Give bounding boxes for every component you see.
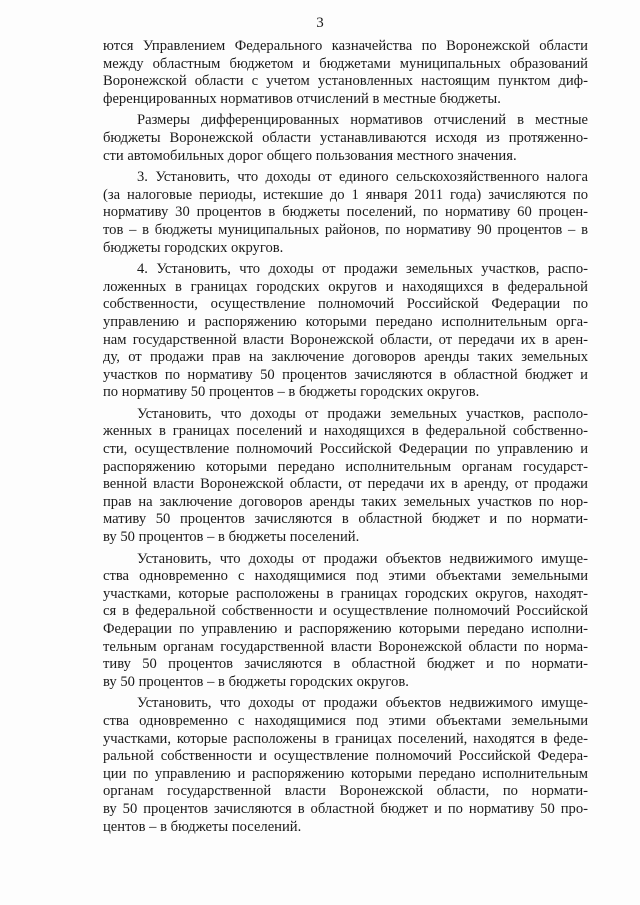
text-line: ложенных в границах городских округов и находящихся в федеральной xyxy=(103,278,588,295)
text-line: мативу 50 процентов зачисляются в областной бюджет и по нормати- xyxy=(103,511,588,528)
text-line: 3. Установить, что доходы от единого сельскохозяйственного налога xyxy=(137,169,588,186)
text-line: (за налоговые периоды, истекшие до 1 января 2011 года) зачисляются по xyxy=(103,186,588,203)
text-line: участками, которые расположены в границах городских округов, находят- xyxy=(103,585,588,602)
text-line: ву 50 процентов – в бюджеты поселений. xyxy=(103,529,360,546)
text-line: собственности, осуществление полномочий Российской Федерации по xyxy=(103,296,588,313)
text-line: ву 50 процентов – в бюджеты городских округов. xyxy=(103,673,409,690)
text-line: бюджеты Воронежской области устанавливаются исходя из протяженно- xyxy=(103,129,588,146)
text-line: тов – в бюджеты муниципальных районов, по нормативу 90 процентов – в xyxy=(103,221,588,238)
text-line: бюджеты городских округов. xyxy=(103,239,284,256)
paragraph-realty-city-districts xyxy=(103,551,588,692)
text-line: сти автомобильных дорог общего пользования местного значения. xyxy=(103,147,517,164)
text-line: распоряжению которыми передано исполнительным органам государст- xyxy=(103,458,588,475)
text-line: Федерации по управлению и распоряжению которыми передано исполни- xyxy=(103,621,588,637)
paragraph-item-4 xyxy=(103,261,588,402)
text-line: управлению и распоряжению которыми передано исполнительным орга- xyxy=(103,313,588,330)
text-line: Воронежской области с учетом установленных настоящим пунктом диф- xyxy=(103,73,588,90)
text-line: органам государственной власти Воронежской области, по нормати- xyxy=(103,783,588,800)
text-line: по нормативу 50 процентов – в бюджеты городских округов. xyxy=(103,384,480,401)
text-line: нормативу 30 процентов в бюджеты поселений, по нормативу 60 процен- xyxy=(103,204,588,221)
text-line: ства одновременно с находящимися под этими объектами земельными xyxy=(103,712,588,729)
document-body xyxy=(103,38,588,836)
paragraph-item-3 xyxy=(103,169,588,257)
text-line: ства одновременно с находящимися под этими объектами земельными xyxy=(103,568,588,585)
paragraph-land-settlements xyxy=(103,406,588,547)
text-line: Установить, что доходы от продажи объектов недвижимого имуще- xyxy=(137,550,588,567)
text-line: между областным бюджетом и бюджетами муниципальных образований xyxy=(103,55,588,72)
text-line: нам государственной власти Воронежской области, от передачи их в арен- xyxy=(103,331,588,348)
text-line: женных в границах поселений и находящихся в федеральной собственно- xyxy=(103,423,588,440)
text-line: Установить, что доходы от продажи земельных участков, располо- xyxy=(137,405,588,422)
text-line: прав на заключение договоров аренды таких земельных участков по нор- xyxy=(103,493,588,510)
text-line: участков по нормативу 50 процентов зачисляются в областной бюджет и xyxy=(103,366,588,383)
text-line: ду, от продажи прав на заключение договоров аренды таких земельных xyxy=(103,349,588,366)
text-line: тельным органам государственной власти Воронежской области по норма- xyxy=(103,638,588,655)
text-line: 4. Установить, что доходы от продажи земельных участков, распо- xyxy=(137,261,588,278)
page-number: 3 xyxy=(316,15,324,31)
paragraph-realty-settlements xyxy=(103,695,588,836)
text-line: участками, которые расположены в границах поселений, находятся в феде- xyxy=(103,730,588,747)
text-line: центов – в бюджеты поселений. xyxy=(103,818,302,835)
text-line: Размеры дифференцированных нормативов отчислений в местные xyxy=(137,112,588,129)
text-line: венной власти Воронежской области, от передачи их в аренду, от продажи xyxy=(103,476,588,493)
text-line: ции по управлению и распоряжению которыми передано исполнительным xyxy=(103,765,588,782)
paragraph-continuation xyxy=(103,38,588,108)
text-line: ву 50 процентов зачисляются в областной бюджет и по нормативу 50 про- xyxy=(103,800,588,817)
text-line: тиву 50 процентов зачисляются в областной бюджет и по нормати- xyxy=(103,656,588,673)
text-line: ются Управлением Федерального казначейства по Воронежской области xyxy=(103,38,588,54)
text-line: Установить, что доходы от продажи объектов недвижимого имуще- xyxy=(137,695,588,712)
paragraph-norms-size xyxy=(103,112,588,165)
text-line: ся в федеральной собственности и осуществление полномочий Российской xyxy=(103,603,588,620)
text-line: ференцированных нормативов отчислений в местные бюджеты. xyxy=(103,90,501,107)
text-line: сти, осуществление полномочий Российской Федерации по управлению и xyxy=(103,441,588,458)
text-line: ральной собственности и осуществление полномочий Российской Федера- xyxy=(103,748,588,765)
